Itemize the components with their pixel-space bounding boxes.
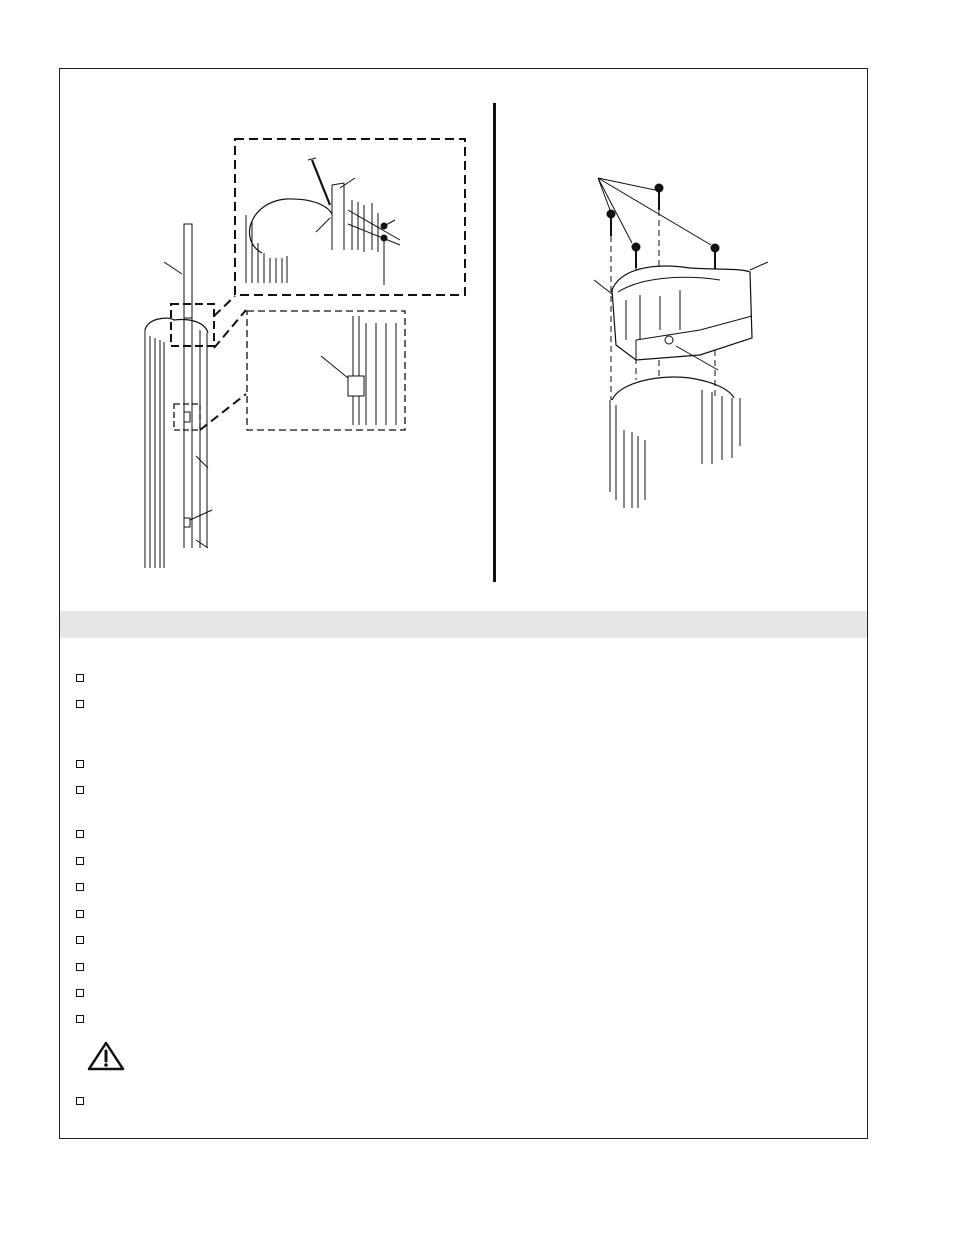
caution-triangle-icon (86, 1040, 126, 1072)
checkbox-square-icon[interactable] (76, 989, 84, 997)
checkbox-square-icon[interactable] (76, 760, 84, 768)
checkbox-square-icon[interactable] (76, 857, 84, 865)
checkbox-square-icon[interactable] (76, 674, 84, 682)
list-item (76, 908, 94, 920)
checkbox-square-icon[interactable] (76, 910, 84, 918)
checkbox-square-icon[interactable] (76, 1097, 84, 1105)
checkbox-square-icon[interactable] (76, 1015, 84, 1023)
list-item (76, 855, 94, 867)
list-item (76, 987, 94, 999)
list-item (76, 828, 94, 840)
list-item (76, 881, 94, 893)
checkbox-square-icon[interactable] (76, 936, 84, 944)
step-heading-band (60, 611, 867, 638)
checkbox-square-icon[interactable] (76, 786, 84, 794)
checkbox-square-icon[interactable] (76, 830, 84, 838)
checkbox-square-icon[interactable] (76, 883, 84, 891)
checkbox-square-icon[interactable] (76, 963, 84, 971)
column-rod-assembly-illustration (60, 70, 490, 590)
base-mount-screws-illustration (496, 70, 866, 590)
list-item (76, 784, 94, 796)
list-item (76, 934, 94, 946)
list-item (76, 1095, 94, 1107)
list-item (76, 672, 94, 684)
list-item (76, 758, 94, 770)
list-item (76, 698, 94, 710)
screw-icon (607, 184, 719, 252)
list-item (76, 961, 94, 973)
checkbox-square-icon[interactable] (76, 700, 84, 708)
list-item (76, 1013, 94, 1025)
